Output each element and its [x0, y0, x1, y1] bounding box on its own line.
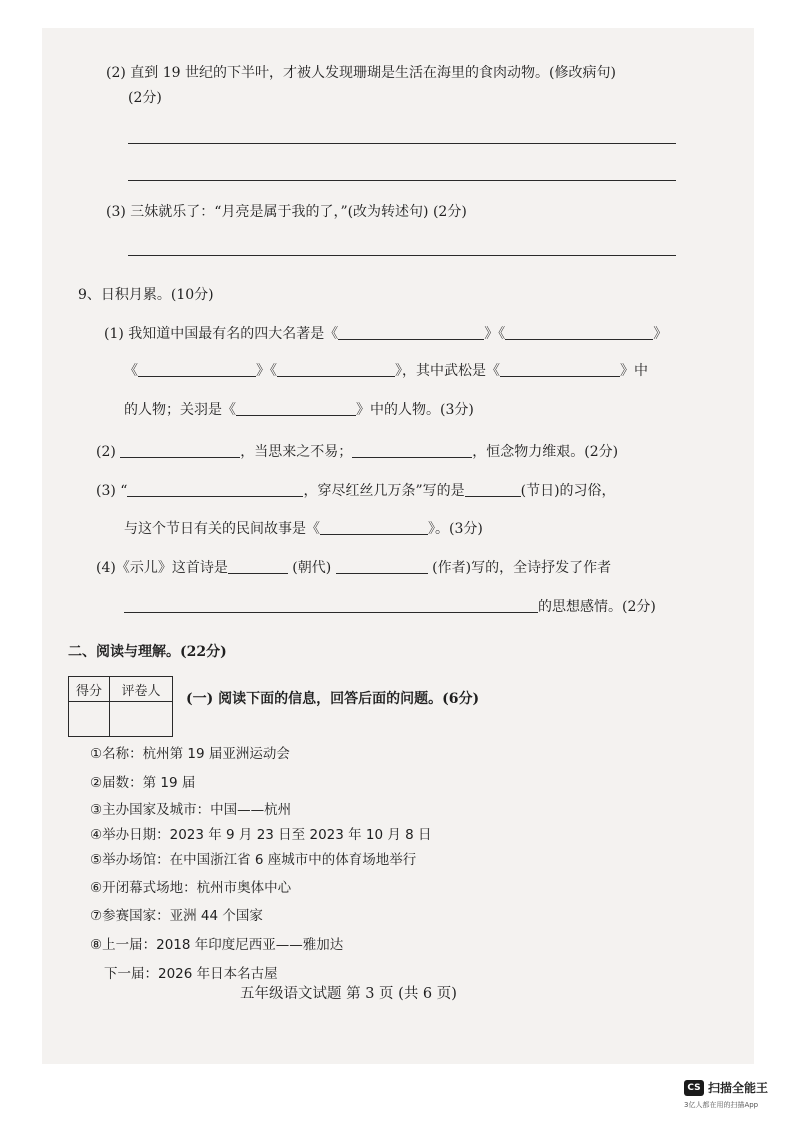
info-item: 下一届：2026 年日本名古屋: [104, 966, 278, 982]
fill-blank[interactable]: [228, 559, 288, 574]
answer-line[interactable]: [128, 255, 676, 256]
reading-subtitle: (一) 阅读下面的信息，回答后面的问题。(6分): [186, 691, 480, 707]
fill-blank[interactable]: [127, 482, 303, 497]
text: (3) “: [96, 483, 128, 499]
q8-item2-score: (2分): [128, 90, 162, 106]
fill-blank[interactable]: [138, 362, 256, 377]
text: 》，其中武松是《: [395, 363, 500, 379]
text: 》。(3分): [428, 521, 483, 537]
fill-blank[interactable]: [120, 443, 240, 458]
grading-box: [68, 676, 173, 737]
info-item: ④举办日期：2023 年 9 月 23 日至 2023 年 10 月 8 日: [90, 827, 432, 843]
text: (朝代): [292, 560, 332, 576]
text: ，当思来之不易；: [240, 444, 353, 460]
text: 》《: [484, 326, 506, 342]
info-item: ③主办国家及城市：中国——杭州: [90, 802, 292, 818]
q9-item3-line1: [96, 482, 616, 500]
scanner-app-name: 扫描全能王: [708, 1081, 769, 1095]
info-item: ⑦参赛国家：亚洲 44 个国家: [90, 908, 263, 924]
scanner-tagline: 3亿人都在用的扫描App: [684, 1101, 759, 1109]
q9-title: 9、日积月累。(10分): [78, 287, 214, 303]
score-cell[interactable]: [69, 702, 110, 737]
grader-cell[interactable]: [110, 702, 173, 737]
q8-item2-text: (2) 直到 19 世纪的下半叶，才被人发现珊瑚是生活在海里的食肉动物。(修改病句): [106, 65, 616, 81]
info-item: ⑧上一届：2018 年印度尼西亚——雅加达: [90, 937, 344, 953]
fill-blank[interactable]: [320, 520, 428, 535]
info-item: ②届数：第 19 届: [90, 775, 196, 791]
q9-item3-line2: [124, 520, 483, 538]
info-item: ⑥开闭幕式场地：杭州市奥体中心: [90, 880, 292, 896]
scanner-logo: [684, 1079, 768, 1096]
grade-header-grader: 评卷人: [110, 677, 173, 702]
fill-blank[interactable]: [236, 401, 356, 416]
text: (1) 我知道中国最有名的四大名著是《: [104, 326, 339, 342]
fill-blank[interactable]: [505, 325, 653, 340]
fill-blank[interactable]: [465, 482, 521, 497]
fill-blank[interactable]: [500, 362, 620, 377]
text: 的人物；关羽是《: [124, 402, 236, 418]
text: ，恒念物力维艰。(2分): [472, 444, 619, 460]
q9-item4-line1: [96, 559, 611, 577]
grade-header-score: 得分: [69, 677, 110, 702]
answer-line[interactable]: [128, 180, 676, 181]
fill-blank[interactable]: [277, 362, 395, 377]
q9-item2: [96, 443, 618, 461]
q9-item4-line2: [124, 598, 656, 616]
answer-line[interactable]: [128, 143, 676, 144]
section2-title: 二、阅读与理解。(22分): [68, 644, 227, 660]
text: ，穿尽红丝几万条”写的是: [303, 483, 465, 499]
text: 》中: [620, 363, 648, 379]
fill-blank[interactable]: [336, 559, 428, 574]
text: (作者)写的，全诗抒发了作者: [432, 560, 612, 576]
text: 》: [653, 326, 668, 342]
fill-blank[interactable]: [124, 598, 538, 613]
text: 与这个节日有关的民间故事是《: [124, 521, 320, 537]
page-footer: 五年级语文试题 第 3 页 (共 6 页): [240, 986, 457, 1002]
text: 》《: [256, 363, 277, 379]
text: 《: [124, 363, 138, 379]
text: (节日)的习俗，: [520, 483, 616, 499]
q9-item1-line3: [124, 401, 474, 419]
fill-blank[interactable]: [352, 443, 472, 458]
text: 的思想感情。(2分): [538, 599, 656, 615]
info-item: ⑤举办场馆：在中国浙江省 6 座城市中的体育场地举行: [90, 852, 417, 868]
q9-item1-line2: [124, 362, 648, 380]
text: (2): [96, 444, 116, 460]
text: (4)《示儿》这首诗是: [96, 560, 228, 576]
text: 》中的人物。(3分): [356, 402, 474, 418]
q9-item1-line1: [104, 325, 667, 343]
info-item: ①名称：杭州第 19 届亚洲运动会: [90, 746, 290, 762]
q8-item3-text: (3) 三妹就乐了：“月亮是属于我的了，”(改为转述句) (2分): [106, 204, 467, 220]
fill-blank[interactable]: [338, 325, 484, 340]
cs-logo-icon: CS: [684, 1080, 704, 1096]
